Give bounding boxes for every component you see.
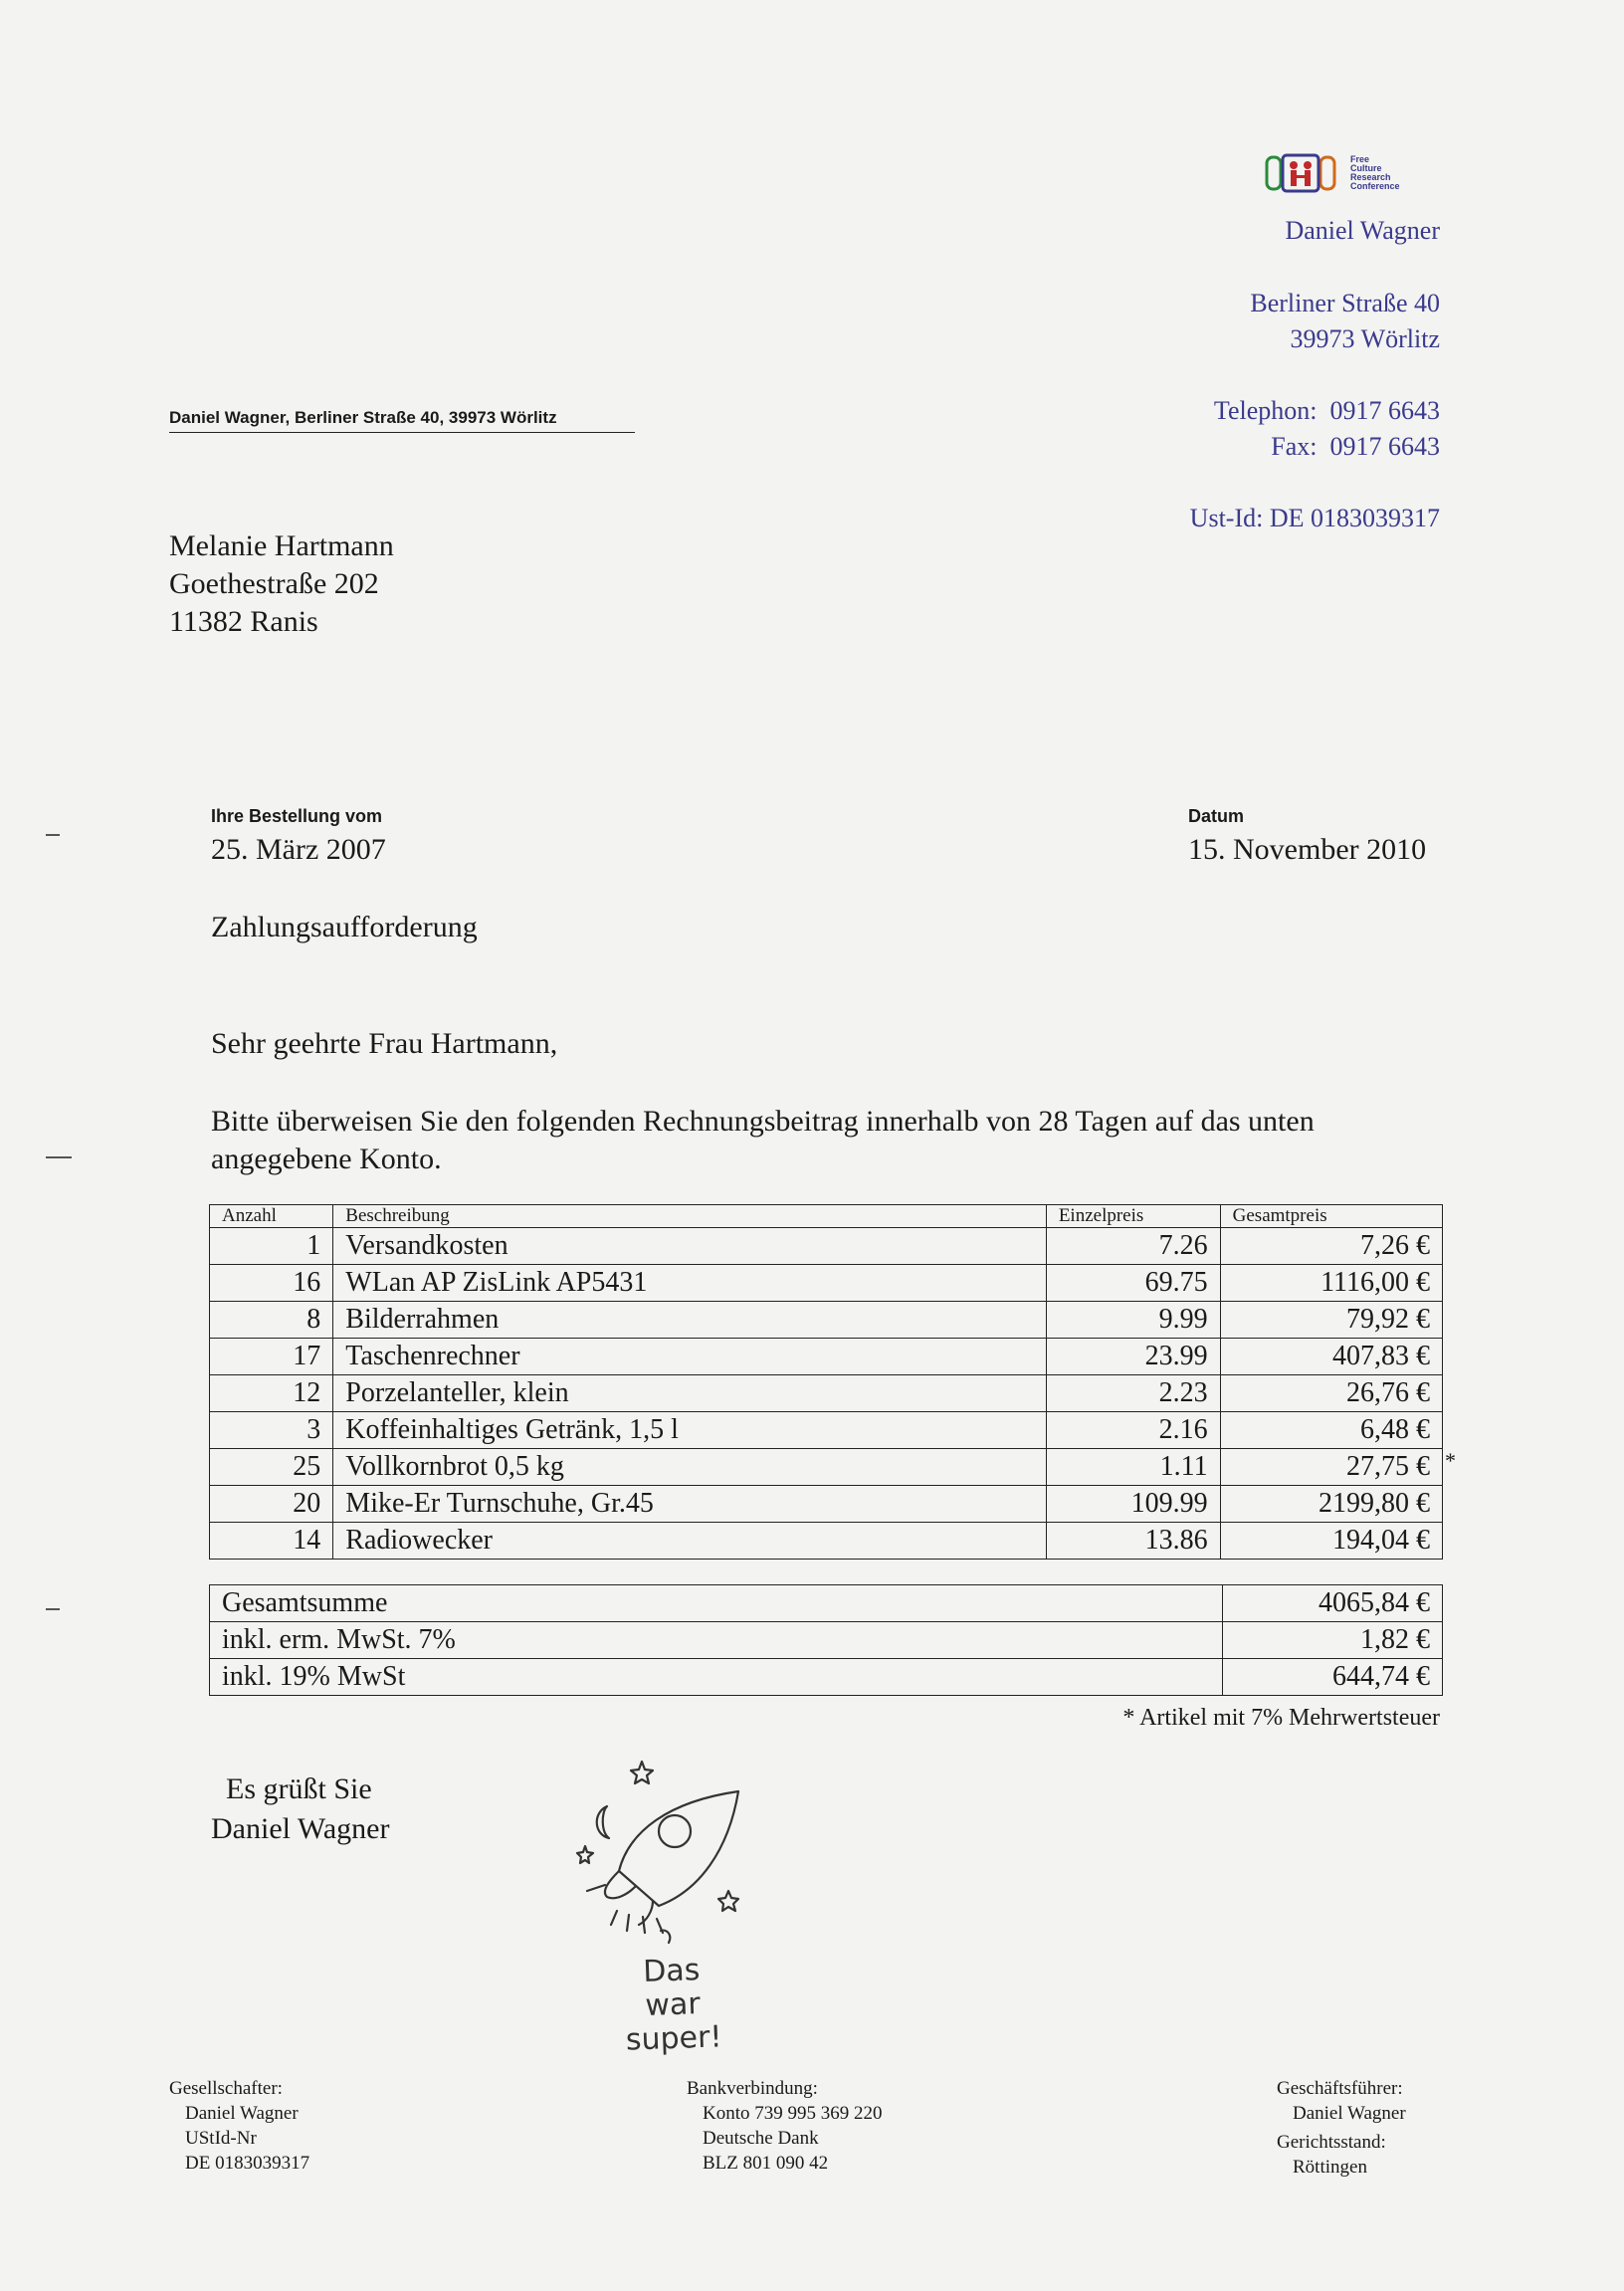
col-header-description: Beschreibung <box>333 1205 1047 1228</box>
cell-total: 407,83 € <box>1220 1339 1442 1375</box>
cell-unit-price: 69.75 <box>1046 1265 1220 1302</box>
recipient-address <box>169 527 394 641</box>
subject-line: Zahlungsaufforderung <box>211 911 478 943</box>
sender-street: Berliner Straße 40 <box>1250 289 1440 317</box>
cell-qty: 20 <box>210 1486 333 1523</box>
sender-ustid: Ust-Id: DE 0183039317 <box>1189 504 1440 532</box>
invoice-totals-table <box>209 1584 1443 1696</box>
footer-ceo-title: Geschäftsführer: <box>1277 2078 1403 2099</box>
cell-total: 27,75 € * <box>1220 1449 1442 1486</box>
cell-description: Radiowecker <box>333 1523 1047 1560</box>
cell-unit-price: 1.11 <box>1046 1449 1220 1486</box>
table-row <box>210 1449 1443 1486</box>
footer-partners: Gesellschafter: Daniel Wagner UStId-Nr DE 0183039317 <box>169 2078 310 2174</box>
cell-unit-price: 109.99 <box>1046 1486 1220 1523</box>
invoice-items-table <box>209 1204 1456 1560</box>
cell-unit-price: 2.16 <box>1046 1412 1220 1449</box>
table-row <box>210 1375 1443 1412</box>
total-row <box>210 1585 1443 1622</box>
total-value: 4065,84 € <box>1223 1585 1443 1622</box>
col-header-qty: Anzahl <box>210 1205 333 1228</box>
cell-qty: 8 <box>210 1302 333 1339</box>
order-date-label: Ihre Bestellung vom <box>211 806 383 826</box>
cell-total: 6,48 € <box>1220 1412 1442 1449</box>
cell-qty: 14 <box>210 1523 333 1560</box>
logo-text: Free Culture Research Conference <box>1350 154 1400 191</box>
cell-total: 7,26 € <box>1220 1228 1442 1265</box>
stamp-text: Das war super! <box>625 1953 723 2058</box>
cell-qty: 25 <box>210 1449 333 1486</box>
reduced-vat-marker: * <box>1445 1448 1456 1473</box>
cell-qty: 1 <box>210 1228 333 1265</box>
fold-mark <box>46 834 60 836</box>
footer-management: Geschäftsführer: Daniel Wagner Gerichtsstand: Röttingen <box>1277 2078 1406 2178</box>
table-row <box>210 1412 1443 1449</box>
stamp <box>557 1752 786 2058</box>
body-paragraph: Bitte überweisen Sie den folgenden Rechnungsbeitrag innerhalb von 28 Tagen auf das unten angegebene Konto. <box>211 1105 1315 1175</box>
cell-unit-price: 7.26 <box>1046 1228 1220 1265</box>
cell-description: Bilderrahmen <box>333 1302 1047 1339</box>
logo-icon <box>1265 151 1348 195</box>
col-header-total-price: Gesamtpreis <box>1220 1205 1442 1228</box>
order-date-block <box>211 806 386 867</box>
cell-total: 194,04 € <box>1220 1523 1442 1560</box>
cell-qty: 16 <box>210 1265 333 1302</box>
letter-date-label: Datum <box>1188 806 1245 826</box>
cell-description: Porzelanteller, klein <box>333 1375 1047 1412</box>
hole-mark <box>46 1156 72 1158</box>
cell-total: 26,76 € <box>1220 1375 1442 1412</box>
cell-total: 79,92 € <box>1220 1302 1442 1339</box>
cell-unit-price: 9.99 <box>1046 1302 1220 1339</box>
total-value: 644,74 € <box>1223 1659 1443 1696</box>
letter-date: 15. November 2010 <box>1188 833 1427 866</box>
total-value: 1,82 € <box>1223 1622 1443 1659</box>
cell-description: Koffeinhaltiges Getränk, 1,5 l <box>333 1412 1047 1449</box>
cell-qty: 17 <box>210 1339 333 1375</box>
cell-total: 1116,00 € <box>1220 1265 1442 1302</box>
table-row <box>210 1302 1443 1339</box>
col-header-unit-price: Einzelpreis <box>1046 1205 1220 1228</box>
sender-city: 39973 Wörlitz <box>1290 324 1440 353</box>
cell-unit-price: 23.99 <box>1046 1339 1220 1375</box>
order-date: 25. März 2007 <box>211 833 386 866</box>
cell-description: Taschenrechner <box>333 1339 1047 1375</box>
fold-mark <box>46 1608 60 1610</box>
cell-description: Vollkornbrot 0,5 kg <box>333 1449 1047 1486</box>
cell-total: 2199,80 € <box>1220 1486 1442 1523</box>
sender-fax: Fax: 0917 6643 <box>1271 432 1440 461</box>
cell-unit-price: 13.86 <box>1046 1523 1220 1560</box>
sender-contact <box>1214 393 1440 465</box>
table-row <box>210 1228 1443 1265</box>
recipient-street: Goethestraße 202 <box>169 567 379 600</box>
table-row <box>210 1265 1443 1302</box>
cell-unit-price: 2.23 <box>1046 1375 1220 1412</box>
cell-qty: 12 <box>210 1375 333 1412</box>
table-row <box>210 1523 1443 1560</box>
cell-description: Versandkosten <box>333 1228 1047 1265</box>
total-label: Gesamtsumme <box>210 1585 1223 1622</box>
vat-footnote: * Artikel mit 7% Mehrwertsteuer <box>1122 1705 1440 1731</box>
footer-court-title: Gerichtsstand: <box>1277 2132 1386 2153</box>
table-row <box>210 1486 1443 1523</box>
table-header-row <box>210 1205 1443 1228</box>
footer-partners-title: Gesellschafter: <box>169 2078 283 2099</box>
letter-date-block <box>1188 806 1426 867</box>
total-label: inkl. erm. MwSt. 7% <box>210 1622 1223 1659</box>
total-label: inkl. 19% MwSt <box>210 1659 1223 1696</box>
salutation: Sehr geehrte Frau Hartmann, <box>211 1027 558 1060</box>
sender-phone: Telephon: 0917 6643 <box>1213 396 1440 425</box>
cell-description: WLan AP ZisLink AP5431 <box>333 1265 1047 1302</box>
return-address-line: Daniel Wagner, Berliner Straße 40, 39973 Wörlitz <box>169 408 635 433</box>
closing-greeting: Es grüßt Sie <box>226 1772 372 1805</box>
total-row <box>210 1659 1443 1696</box>
table-row <box>210 1339 1443 1375</box>
closing <box>211 1770 389 1849</box>
sender-address <box>1250 286 1440 357</box>
total-row <box>210 1622 1443 1659</box>
footer-bank: Bankverbindung: Konto 739 995 369 220 Deutsche Dank BLZ 801 090 42 <box>687 2078 883 2174</box>
closing-signature-name: Daniel Wagner <box>211 1812 390 1845</box>
footer-bank-title: Bankverbindung: <box>687 2078 818 2099</box>
recipient-city: 11382 Ranis <box>169 605 318 638</box>
conference-logo <box>1265 151 1404 201</box>
sender-name: Daniel Wagner <box>1285 216 1440 245</box>
cell-description: Mike-Er Turnschuhe, Gr.45 <box>333 1486 1047 1523</box>
recipient-name: Melanie Hartmann <box>169 529 394 562</box>
cell-qty: 3 <box>210 1412 333 1449</box>
